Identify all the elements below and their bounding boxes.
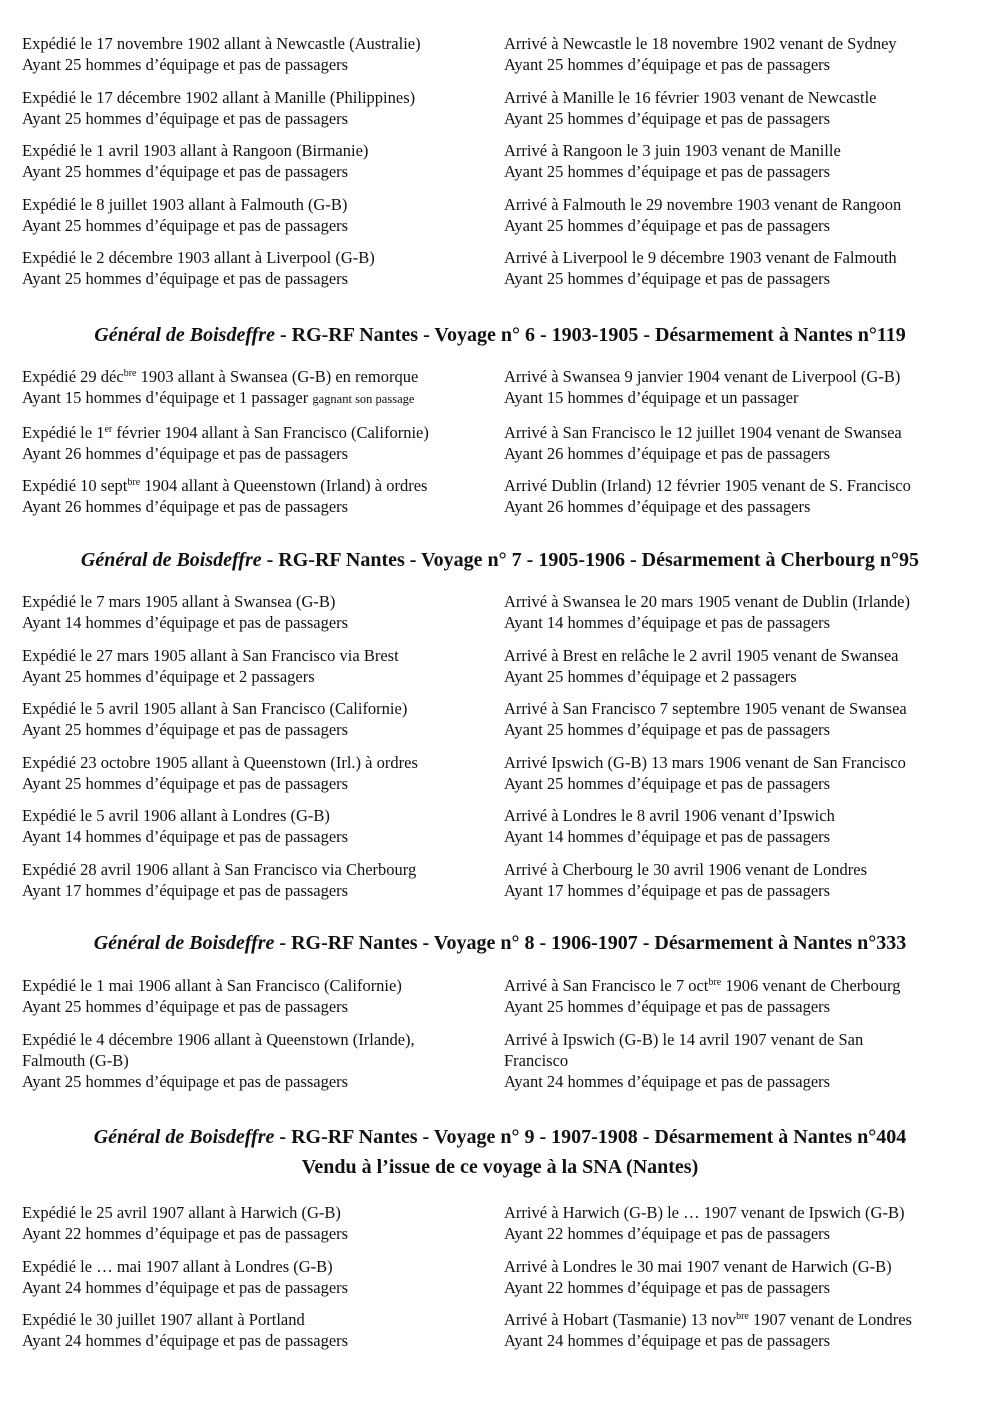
voyage-details: - RG-RF Nantes - Voyage n° 6 - 1903-1905 - Désarmement à Nantes n°119 [274,324,906,346]
departure-entry [22,1309,490,1351]
crew-line: Ayant 26 hommes d’équipage et pas de passagers [22,443,349,463]
departure-line: Expédié 28 avril 1906 allant à San Francisco via Cherbourg [22,859,417,879]
arrival-line: Arrivé à San Francisco 7 septembre 1905 venant de Swansea [504,699,907,718]
crew-line: Ayant 25 hommes d’équipage et pas de passagers [22,162,349,181]
entry-row [0,87,1000,129]
departure-line: Expédié le 1 avril 1903 allant à Rangoon (Birmanie) [22,141,369,160]
crew-line: Ayant 25 hommes d’équipage et pas de passagers [22,1071,349,1091]
arrival-line: Arrivé à Falmouth le 29 novembre 1903 venant de Rangoon [504,194,902,214]
entry-row [0,140,1000,182]
entry-row [0,422,1000,464]
departure-line: Expédié 23 octobre 1905 allant à Queenstown (Irl.) à ordres [22,752,418,772]
arrival-line: Arrivé à Ipswich (G-B) le 14 avril 1907 venant de San Francisco [504,1029,864,1070]
entry-row [0,859,1000,901]
departure-entry [22,1202,490,1244]
crew-line: Ayant 25 hommes d’équipage et pas de passagers [22,773,349,793]
arrival-line: Arrivé à Harwich (G-B) le … 1907 venant de Ipswich (G-B) [504,1203,905,1222]
voyage-7-heading [0,545,1000,575]
crew-line: Ayant 17 hommes d’équipage et pas de passagers [22,880,349,900]
sale-note-heading: Vendu à l’issue de ce voyage à la SNA (Nantes) [301,1156,699,1178]
arrival-entry [504,87,966,129]
arrival-line: Arrivé à Swansea 9 janvier 1904 venant de Liverpool (G-B) [504,367,901,386]
departure-entry [22,366,490,410]
voyage-7-entries [0,591,1000,901]
arrival-entry [504,1256,966,1298]
voyage-details: - RG-RF Nantes - Voyage n° 9 - 1907-1908 - Désarmement à Nantes n°404 [274,1126,907,1148]
crew-line: Ayant 22 hommes d’équipage et pas de passagers [22,1224,349,1243]
arrival-entry [504,645,966,687]
ship-name: Général de Boisdeffre [80,549,262,571]
arrival-entry [504,859,966,901]
departure-line: Expédié le 5 avril 1906 allant à Londres (G-B) [22,806,330,825]
departure-entry [22,1256,490,1298]
entry-row [0,805,1000,847]
voyage-details: - RG-RF Nantes - Voyage n° 7 - 1905-1906 - Désarmement à Cherbourg n°95 [261,549,920,571]
arrival-entry [504,975,966,1017]
arrival-entry [504,752,966,794]
arrival-line: Arrivé à San Francisco le 7 oct$^{bre}$ 1906 venant de Cherbourg [504,976,901,995]
departure-entry [22,422,490,464]
crew-line: Ayant 25 hommes d’équipage et 2 passagers [22,666,315,686]
departure-entry [22,33,490,75]
entry-row [0,975,1000,1017]
voyage-details: - RG-RF Nantes - Voyage n° 8 - 1906-1907 - Désarmement à Nantes n°333 [274,932,907,954]
departure-entry [22,645,490,687]
crew-line: Ayant 22 hommes d’équipage et pas de passagers [504,1224,831,1243]
arrival-line: Arrivé à Cherbourg le 30 avril 1906 venant de Londres [504,859,868,879]
crew-line: Ayant 17 hommes d’équipage et pas de passagers [504,880,831,900]
voyage-5-entries [0,33,1000,289]
departure-entry [22,752,490,794]
arrival-entry [504,475,966,517]
arrival-line: Arrivé à Brest en relâche le 2 avril 1905 venant de Swansea [504,645,899,665]
departure-line: Expédié le 8 juillet 1903 allant à Falmouth (G-B) [22,194,348,214]
departure-entry [22,859,490,901]
departure-line: Expédié le 30 juillet 1907 allant à Portland [22,1310,305,1329]
entry-row [0,194,1000,236]
arrival-line: Arrivé à Newcastle le 18 novembre 1902 venant de Sydney [504,34,897,53]
crew-line: Ayant 25 hommes d’équipage et pas de passagers [22,108,349,128]
arrival-entry [504,805,966,847]
crew-line: Ayant 25 hommes d’équipage et pas de passagers [22,215,349,235]
crew-line: Ayant 26 hommes d’équipage et des passagers [504,497,811,516]
departure-line: Expédié le 7 mars 1905 allant à Swansea (G-B) [22,592,336,611]
crew-line: Ayant 25 hommes d’équipage et pas de passagers [22,55,349,74]
departure-line: Expédié le 17 décembre 1902 allant à Manille (Philippines) [22,87,416,107]
departure-entry [22,194,490,236]
departure-entry [22,247,490,289]
crew-line: Ayant 22 hommes d’équipage et pas de passagers [504,1277,831,1297]
entry-row [0,1029,1000,1092]
ship-name: Général de Boisdeffre [94,324,275,346]
entry-row [0,591,1000,633]
entry-row [0,1202,1000,1244]
arrival-entry [504,247,966,289]
voyage-8-entries [0,975,1000,1092]
departure-line: Expédié le … mai 1907 allant à Londres (G-B) [22,1256,333,1276]
departure-line: Expédié le 1 mai 1906 allant à San Francisco (Californie) [22,976,402,995]
entry-row [0,1256,1000,1298]
departure-line: Expédié le 25 avril 1907 allant à Harwich (G-B) [22,1203,341,1222]
arrival-entry [504,194,966,236]
crew-line: Ayant 25 hommes d’équipage et pas de passagers [504,215,831,235]
arrival-line: Arrivé à Rangoon le 3 juin 1903 venant de Manille [504,141,841,160]
arrival-line: Arrivé à San Francisco le 12 juillet 1904 venant de Swansea [504,422,902,442]
crew-line: Ayant 26 hommes d’équipage et pas de passagers [22,497,349,516]
crew-line: Ayant 24 hommes d’équipage et pas de passagers [22,1331,349,1350]
arrival-line: Arrivé à Londres le 8 avril 1906 venant d’Ipswich [504,806,835,825]
entry-row [0,366,1000,410]
departure-entry [22,975,490,1017]
arrival-entry [504,1029,924,1092]
ship-name: Général de Boisdeffre [93,932,275,954]
passenger-note: gagnant son passage [312,392,415,406]
entry-row [0,752,1000,794]
arrival-entry [504,1202,966,1244]
entry-row [0,247,1000,289]
crew-line: Ayant 15 hommes d’équipage et 1 passager gagnant son passage [22,388,415,407]
departure-entry [22,591,490,633]
departure-line: Expédié le 2 décembre 1903 allant à Liverpool (G-B) [22,248,375,267]
entry-row [0,33,1000,75]
arrival-line: Arrivé Dublin (Irland) 12 février 1905 venant de S. Francisco [504,476,911,495]
crew-line: Ayant 24 hommes d’équipage et pas de passagers [504,1071,831,1091]
departure-line: Expédié le 1er février 1904 allant à San Francisco (Californie) [22,422,429,442]
departure-entry [22,140,490,182]
crew-line: Ayant 26 hommes d’équipage et pas de passagers [504,443,831,463]
arrival-entry [504,33,966,75]
departure-line: Expédié 29 déc$^{bre}$ 1903 allant à Swansea (G-B) en remorque [22,367,419,386]
crew-line: Ayant 14 hommes d’équipage et pas de passagers [22,613,349,632]
voyage-8-heading [0,928,1000,958]
crew-line: Ayant 25 hommes d’équipage et pas de passagers [504,773,831,793]
arrival-entry [504,1309,966,1351]
crew-line: Ayant 25 hommes d’équipage et pas de passagers [504,108,831,128]
departure-line: Expédié le 5 avril 1905 allant à San Francisco (Californie) [22,699,408,718]
arrival-line: Arrivé à Hobart (Tasmanie) 13 nov$^{bre}$ 1907 venant de Londres [504,1310,912,1329]
arrival-line: Arrivé à Londres le 30 mai 1907 venant de Harwich (G-B) [504,1256,892,1276]
departure-line: Expédié le 27 mars 1905 allant à San Francisco via Brest [22,645,399,665]
departure-entry [22,475,490,517]
crew-line: Ayant 25 hommes d’équipage et pas de passagers [504,55,831,74]
arrival-line: Arrivé à Liverpool le 9 décembre 1903 venant de Falmouth [504,248,897,267]
arrival-entry [504,591,966,633]
departure-entry [22,1029,472,1092]
ship-name: Général de Boisdeffre [93,1126,275,1148]
crew-line: Ayant 25 hommes d’équipage et pas de passagers [504,720,831,739]
entry-row [0,1309,1000,1351]
crew-line: Ayant 24 hommes d’équipage et pas de passagers [504,1331,831,1350]
departure-line: Expédié le 4 décembre 1906 allant à Queenstown (Irlande), Falmouth (G-B) [22,1029,415,1070]
arrival-entry [504,422,966,464]
crew-line: Ayant 25 hommes d’équipage et pas de passagers [22,720,349,739]
crew-line: Ayant 25 hommes d’équipage et 2 passagers [504,666,797,686]
entry-row [0,645,1000,687]
departure-line: Expédié le 17 novembre 1902 allant à Newcastle (Australie) [22,34,421,53]
voyage-9-entries [0,1202,1000,1351]
crew-line: Ayant 25 hommes d’équipage et pas de passagers [22,997,349,1016]
arrival-entry [504,366,966,410]
crew-line: Ayant 25 hommes d’équipage et pas de passagers [504,269,831,288]
crew-line: Ayant 25 hommes d’équipage et pas de passagers [504,162,831,181]
crew-line: Ayant 25 hommes d’équipage et pas de passagers [22,269,349,288]
crew-line: Ayant 24 hommes d’équipage et pas de passagers [22,1277,349,1297]
departure-entry [22,87,490,129]
departure-entry [22,698,490,740]
entry-row [0,698,1000,740]
voyage-9-heading [0,1122,1000,1152]
departure-entry [22,805,490,847]
crew-line: Ayant 15 hommes d’équipage et un passager [504,388,799,407]
arrival-entry [504,698,966,740]
crew-line: Ayant 14 hommes d’équipage et pas de passagers [504,827,831,846]
voyage-6-entries [0,366,1000,517]
departure-line: Expédié 10 sept$^{bre}$ 1904 allant à Queenstown (Irland) à ordres [22,476,428,495]
entry-row [0,475,1000,517]
crew-line: Ayant 14 hommes d’équipage et pas de passagers [504,613,831,632]
arrival-line: Arrivé à Swansea le 20 mars 1905 venant de Dublin (Irlande) [504,592,910,611]
arrival-entry [504,140,966,182]
crew-line: Ayant 14 hommes d’équipage et pas de passagers [22,827,349,846]
arrival-line: Arrivé à Manille le 16 février 1903 venant de Newcastle [504,87,877,107]
voyage-6-heading [0,320,1000,350]
crew-line: Ayant 25 hommes d’équipage et pas de passagers [504,997,831,1016]
arrival-line: Arrivé Ipswich (G-B) 13 mars 1906 venant de San Francisco [504,752,906,772]
